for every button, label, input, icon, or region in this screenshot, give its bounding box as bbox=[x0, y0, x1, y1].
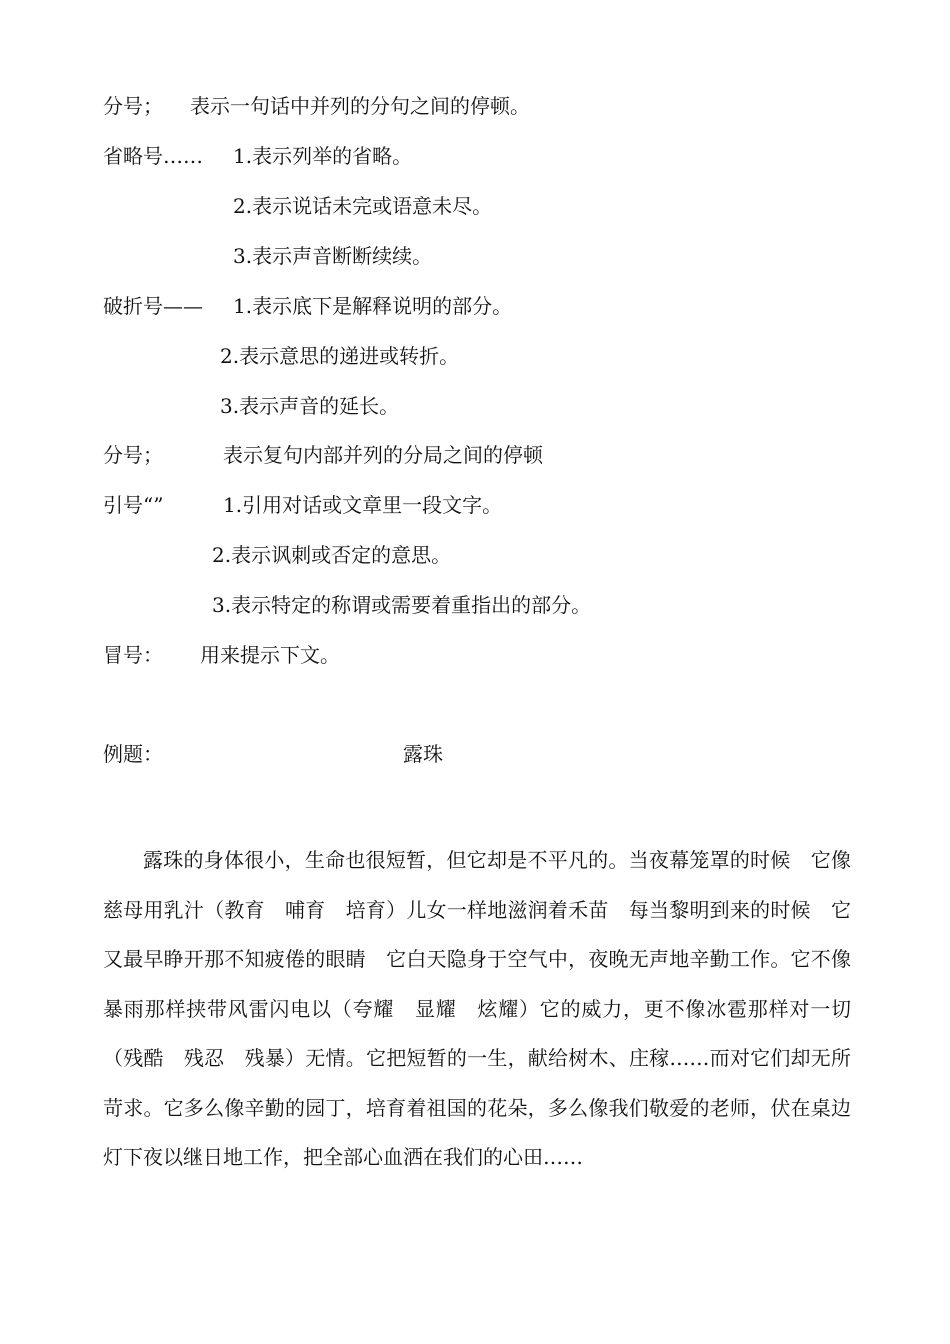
ellipsis-item-2: 2.表示说话未完或语意未尽。 bbox=[233, 194, 493, 218]
ellipsis-item-1: 1.表示列举的省略。 bbox=[233, 144, 413, 168]
dash-item-3: 3.表示声音的延长。 bbox=[220, 394, 400, 418]
colon-term: 冒号： bbox=[103, 643, 163, 667]
quote-term: 引号“” bbox=[103, 493, 164, 517]
ellipsis-item-3: 3.表示声音断断续续。 bbox=[233, 244, 433, 268]
example-paragraph: 露珠的身体很小，生命也很短暂，但它却是不平凡的。当夜幕笼罩的时候 它像慈母用乳汁（教育 哺育 培育）儿女一样地滋润着禾苗 每当黎明到来的时候 它又最早睁开那不知疲倦的眼睛 它白天隐身于空气中，夜晚无声地辛勤工作。它不像暴雨那样挟带风雷闪电以（夸耀 显耀 炫耀）它的威力，更不像冰雹那样对一切（残酷 残忍 残暴）无情。它把短暂的一生，献给树木、庄稼……而对它们却无所苛求。它多么像辛勤的园丁，培育着祖国的花朵，多么像我们敬爱的老师，伏在桌边灯下夜以继日地工作，把全部心血洒在我们的心田…… bbox=[103, 848, 851, 1169]
quote-item-2: 2.表示讽刺或否定的意思。 bbox=[212, 543, 452, 567]
dash-item-2: 2.表示意思的递进或转折。 bbox=[220, 344, 460, 368]
dash-item-1: 1.表示底下是解释说明的部分。 bbox=[233, 294, 513, 318]
example-label: 例题： bbox=[103, 742, 163, 766]
colon-desc: 用来提示下文。 bbox=[200, 643, 340, 667]
quote-item-1: 1.引用对话或文章里一段文字。 bbox=[223, 493, 503, 517]
quote-item-3: 3.表示特定的称谓或需要着重指出的部分。 bbox=[212, 593, 592, 617]
semicolon-term-1: 分号； bbox=[103, 94, 163, 118]
semicolon-desc-1: 表示一句话中并列的分句之间的停顿。 bbox=[190, 94, 530, 118]
semicolon-term-2: 分号； bbox=[103, 443, 163, 467]
ellipsis-term: 省略号…… bbox=[103, 144, 203, 168]
semicolon-desc-2: 表示复句内部并列的分局之间的停顿 bbox=[223, 443, 543, 467]
example-title: 露珠 bbox=[403, 742, 443, 766]
dash-term: 破折号—— bbox=[103, 294, 203, 318]
